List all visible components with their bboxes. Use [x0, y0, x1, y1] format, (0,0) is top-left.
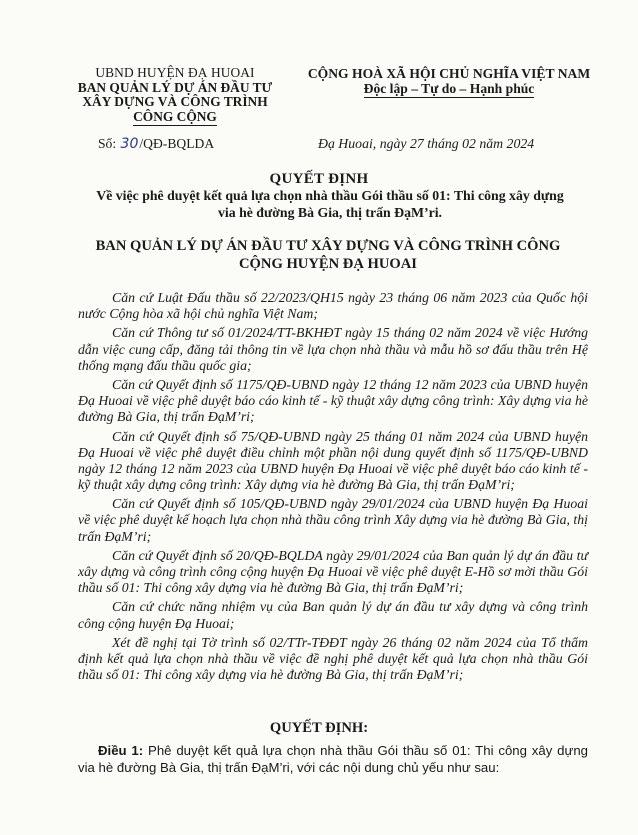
subject-line-2: via hè đường Bà Gia, thị trấn ĐạM’ri.	[217, 204, 443, 220]
issuing-agency-block	[62, 66, 288, 126]
subject-line-1: Về việc phê duyệt kết quả lựa chọn nhà thầu Gói thầu số 01: Thi công xây dựng	[96, 188, 564, 203]
doc-number-handwritten: 30	[120, 136, 139, 152]
preamble-paragraph: Căn cứ Quyết định số 20/QĐ-BQLDA ngày 29/01/2024 của Ban quản lý dự án đầu tư xây dựng và công trình công cộng huyện Đạ Huoai về việc phê duyệt E-Hồ sơ mời thầu Gói thầu số 01: Thi công xây dựng via hè đường Bà Gia, thị trấn ĐạM’ri;	[78, 547, 588, 596]
preamble-paragraph: Căn cứ Quyết định số 105/QĐ-UBND ngày 29/01/2024 của UBND huyện Đạ Huoai về việc phê duyệt kế hoạch lựa chọn nhà thầu công trình Xây dựng via hè đường Bà Gia, thị trấn ĐạM’ri;	[78, 496, 588, 544]
agency-name-line-3: CÔNG CỘNG	[133, 110, 217, 127]
preamble-paragraph: Căn cứ Luật Đấu thầu số 22/2023/QH15 ngày 23 tháng 06 năm 2023 của Quốc hội nước Cộng hòa xã hội chủ nghĩa Việt Nam;	[78, 290, 588, 322]
article-1-text: Phê duyệt kết quả lựa chọn nhà thầu Gói thầu số 01: Thi công xây dựng via hè đường Bà Gia, thị trấn ĐạM’ri, với các nội dung chủ yếu như sau:	[78, 743, 589, 775]
doc-number-prefix: Số:	[98, 136, 117, 151]
article-1-paragraph	[78, 742, 588, 776]
preamble-paragraph: Căn cứ chức năng nhiệm vụ của Ban quản lý dự án đầu tư xây dựng và công trình công cộng huyện Đạ Huoai;	[78, 599, 588, 631]
parent-authority: UBND HUYỆN ĐẠ HUOAI	[95, 65, 255, 80]
issuing-authority-heading	[48, 238, 608, 273]
preamble-paragraph: Xét đề nghị tại Tờ trình số 02/TTr-TĐĐT ngày 26 tháng 02 năm 2024 của Tổ thẩm định kết quả lựa chọn nhà thầu về việc đề nghị phê duyệt kết quả lựa chọn nhà thầu Gói thầu số 01: Thi công xây dựng via hè đường Bà Gia, thị trấn ĐạM’ri;	[78, 634, 588, 683]
decision-heading: QUYẾT ĐỊNH:	[269, 720, 369, 736]
preamble-paragraph: Căn cứ Thông tư số 01/2024/TT-BKHĐT ngày 15 tháng 02 năm 2024 về việc Hướng dẫn việc cung cấp, đăng tải thông tin về lựa chọn nhà thầu và mẫu hồ sơ đấu thầu trên Hệ thống mạng đấu thầu quốc gia;	[78, 325, 588, 373]
article-1-label: Điều 1:	[98, 743, 144, 758]
document-subject	[50, 188, 610, 221]
doc-number-suffix: /QĐ-BQLDA	[139, 136, 215, 151]
preamble-paragraph: Căn cứ Quyết định số 1175/QĐ-UBND ngày 12 tháng 12 năm 2023 của UBND huyện Đạ Huoai về việc phê duyệt báo cáo kinh tế - kỹ thuật xây dựng công trình: Xây dựng via hè đường Bà Gia, thị trấn ĐạM’ri;	[78, 377, 588, 425]
authority-line-1: BAN QUẢN LÝ DỰ ÁN ĐẦU TƯ XÂY DỰNG VÀ CÔNG TRÌNH CÔNG	[95, 238, 561, 254]
nation-name: CỘNG HOÀ XÃ HỘI CHỦ NGHĨA VIỆT NAM	[307, 66, 591, 81]
agency-name-line-1: BAN QUẢN LÝ DỰ ÁN ĐẦU TƯ	[77, 79, 273, 95]
national-motto: Độc lập – Tự do – Hạnh phúc	[363, 81, 535, 96]
agency-name-line-2: XÂY DỰNG VÀ CÔNG TRÌNH	[82, 94, 268, 110]
authority-line-2: CỘNG HUYỆN ĐẠ HUOAI	[239, 255, 417, 272]
document-number	[98, 136, 214, 152]
preamble	[78, 290, 588, 687]
document-title: QUYẾT ĐỊNH	[269, 171, 369, 187]
preamble-paragraph: Căn cứ Quyết định số 75/QĐ-UBND ngày 25 tháng 01 năm 2024 của UBND huyện Đạ Huoai về việc phê duyệt điều chỉnh một phần nội dung quyết định số 1175/QĐ-UBND ngày 12 tháng 12 năm 2023 của UBND huyện Đạ Huoai về việc phê duyệt báo cáo kinh tế - kỹ thuật xây dựng công trình: Xây dựng via hè đường Bà Gia, thị trấn ĐạM’ri;	[78, 428, 588, 492]
place-and-date: Đạ Huoai, ngày 27 tháng 02 năm 2024	[318, 136, 535, 151]
article-1	[78, 742, 588, 776]
national-header-block	[284, 66, 614, 98]
